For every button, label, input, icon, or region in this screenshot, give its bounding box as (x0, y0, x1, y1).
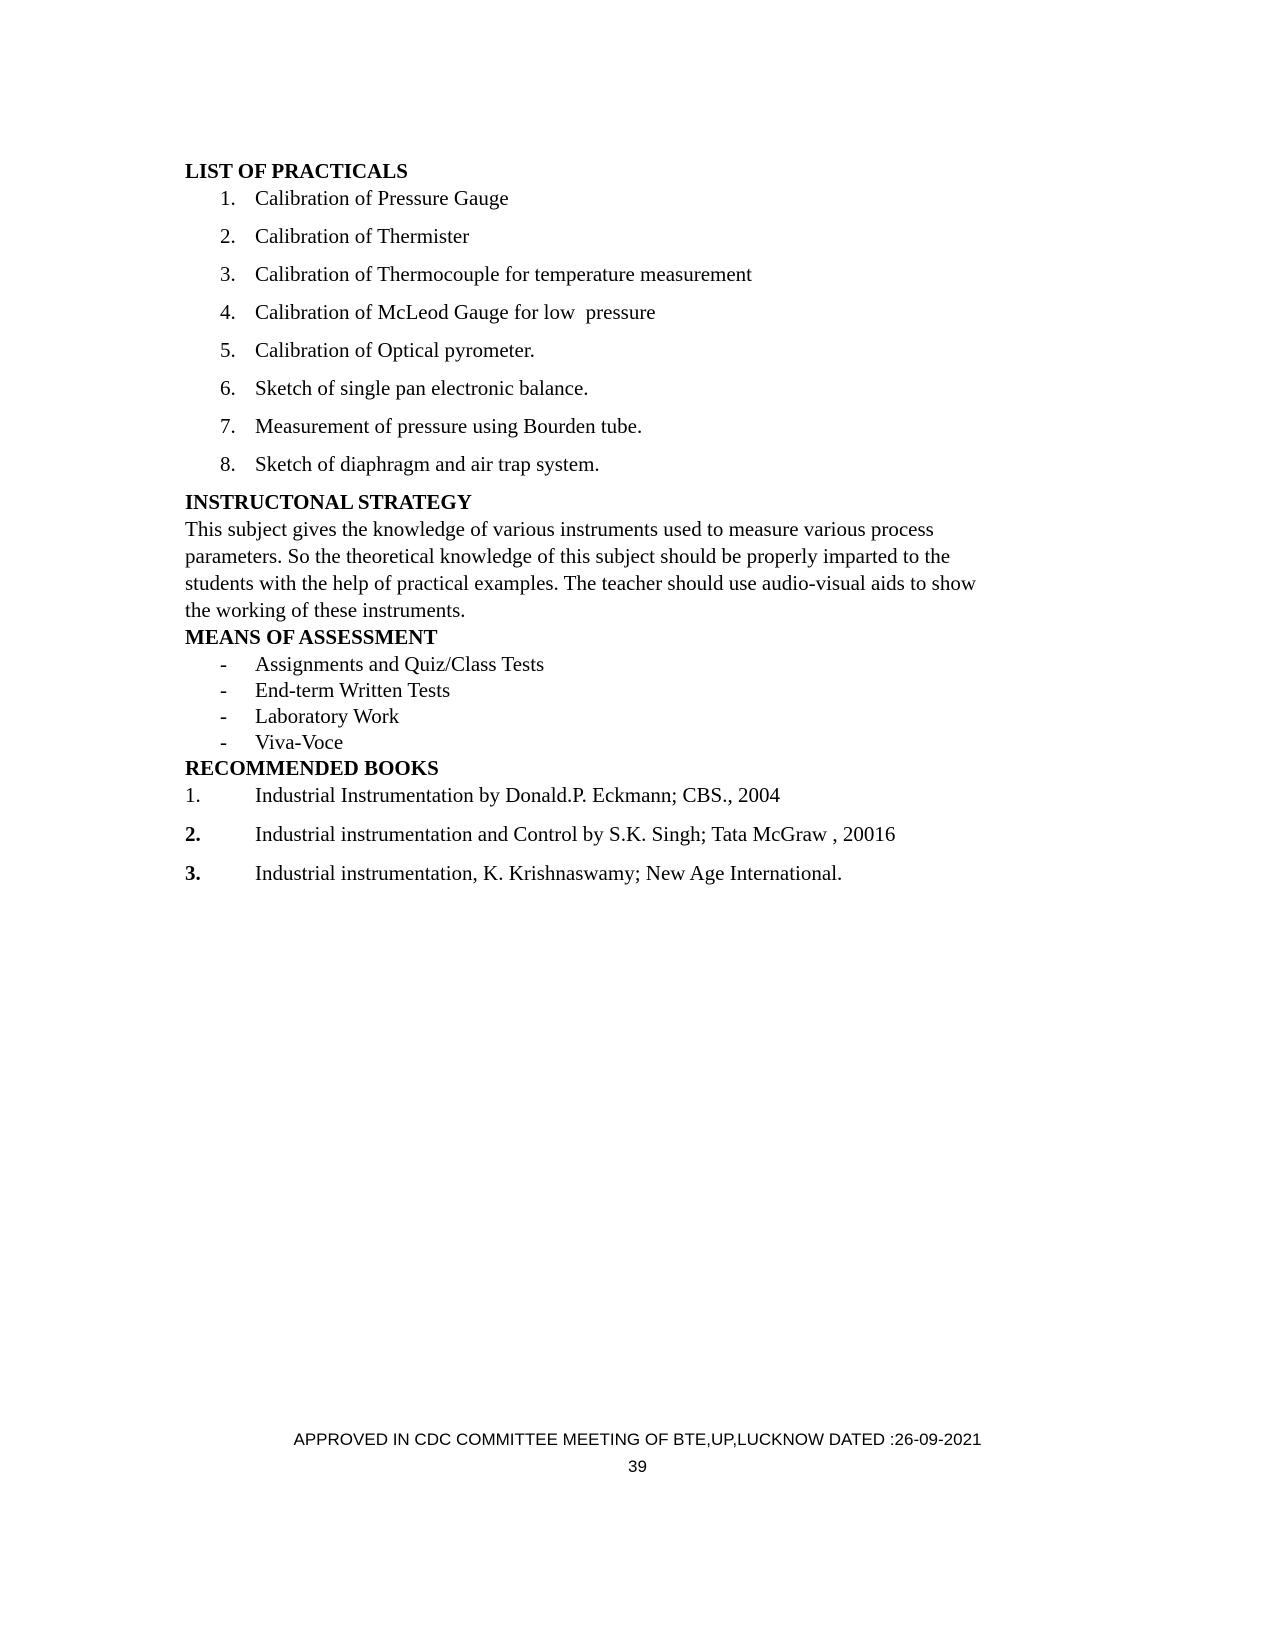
dash-marker: - (220, 704, 227, 728)
list-item (220, 337, 1005, 364)
dash-marker: - (220, 730, 227, 754)
list-item-text: Calibration of Pressure Gauge (255, 186, 509, 210)
page-footer (0, 1426, 1275, 1480)
list-item-text: End-term Written Tests (255, 678, 451, 702)
list-item-number: 7. (220, 414, 236, 438)
list-item-text: Calibration of McLeod Gauge for low pressure (255, 300, 656, 324)
dash-marker: - (220, 652, 227, 676)
list-item (185, 821, 1005, 848)
list-item-number: 8. (220, 452, 236, 476)
list-item-text: Industrial Instrumentation by Donald.P. Eckmann; CBS., 2004 (255, 783, 780, 807)
list-item (220, 185, 1005, 212)
list-item-text: Calibration of Thermister (255, 224, 470, 248)
books-list (185, 782, 1005, 887)
list-item (220, 223, 1005, 250)
list-item-text: Calibration of Thermocouple for temperature measurement (255, 262, 753, 286)
list-item (220, 299, 1005, 326)
list-item-number: 6. (220, 376, 236, 400)
list-item-number: 1. (185, 783, 201, 807)
list-item-text: Sketch of single pan electronic balance. (255, 376, 589, 400)
list-item-number: 2. (220, 224, 236, 248)
list-item-number: 5. (220, 338, 236, 362)
list-item-text: Measurement of pressure using Bourden tube. (255, 414, 643, 438)
page-number: 39 (628, 1457, 647, 1476)
approval-note: APPROVED IN CDC COMMITTEE MEETING OF BTE,UP,LUCKNOW DATED :26-09-2021 (293, 1430, 982, 1449)
list-item-text: Assignments and Quiz/Class Tests (255, 652, 545, 676)
strategy-paragraph: This subject gives the knowledge of various instruments used to measure various process parameters. So the theoretical knowledge of this subject should be properly imparted to the students with the help of practical examples. The teacher should use audio-visual aids to show the working of these instruments. (185, 517, 976, 622)
list-item (220, 703, 1005, 729)
list-item (220, 375, 1005, 402)
list-item-text: Laboratory Work (255, 704, 400, 728)
list-item-text: Viva-Voce (255, 730, 344, 754)
assessment-heading: MEANS OF ASSESSMENT (185, 625, 438, 649)
list-item (220, 651, 1005, 677)
list-item-text: Industrial instrumentation and Control by S.K. Singh; Tata McGraw , 20016 (255, 822, 896, 846)
list-item-number: 3. (185, 861, 201, 885)
list-item (220, 413, 1005, 440)
list-item (185, 782, 1005, 809)
list-item-text: Industrial instrumentation, K. Krishnaswamy; New Age International. (255, 861, 843, 885)
dash-marker: - (220, 678, 227, 702)
list-item-number: 3. (220, 262, 236, 286)
assessment-list (185, 651, 1005, 755)
list-item-text: Calibration of Optical pyrometer. (255, 338, 535, 362)
list-item (220, 451, 1005, 478)
list-item-text: Sketch of diaphragm and air trap system. (255, 452, 600, 476)
list-item (220, 261, 1005, 288)
list-item-number: 4. (220, 300, 236, 324)
list-item (220, 729, 1005, 755)
list-item (220, 677, 1005, 703)
list-item-number: 2. (185, 822, 201, 846)
list-item-number: 1. (220, 186, 236, 210)
books-heading: RECOMMENDED BOOKS (185, 756, 439, 780)
list-item (185, 860, 1005, 887)
strategy-heading: INSTRUCTONAL STRATEGY (185, 490, 472, 514)
practicals-heading: LIST OF PRACTICALS (185, 159, 408, 183)
practicals-list (185, 185, 1005, 478)
